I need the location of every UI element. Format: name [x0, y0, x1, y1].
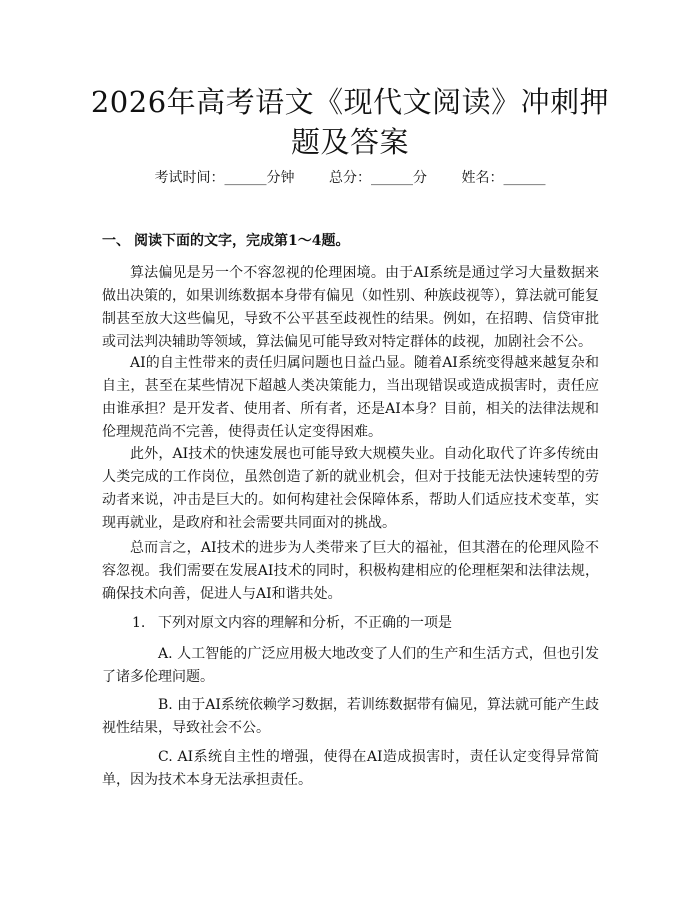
question-number: 1.	[132, 615, 146, 631]
student-name-field: 姓名：______	[461, 170, 546, 186]
passage-paragraph-4: 总而言之，AI技术的进步为人类带来了巨大的福祉，但其潜在的伦理风险不容忽视。我们需要在发展AI技术的同时，积极构建相应的伦理框架和法律法规，确保技术向善，促进人与AI和谐共处。	[102, 540, 599, 602]
exam-meta-line	[0, 168, 700, 188]
total-score-field: 总分：______分	[329, 170, 427, 186]
document-title: 2026年高考语文《现代文阅读》冲刺押题及答案	[90, 85, 610, 159]
passage-paragraph-1: 算法偏见是另一个不容忽视的伦理困境。由于AI系统是通过学习大量数据来做出决策的，如果训练数据本身带有偏见（如性别、种族歧视等），算法就可能复制甚至放大这些偏见，导致不公平甚至歧视性的结果。例如，在招聘、信贷审批或司法判决辅助等领域，算法偏见可能导致对特定群体的歧视，加剧社会不公。	[102, 265, 599, 350]
section-number: 一、	[102, 233, 130, 249]
section-heading	[102, 231, 349, 251]
passage-paragraph-3: 此外，AI技术的快速发展也可能导致大规模失业。自动化取代了许多传统由人类完成的工作岗位，虽然创造了新的就业机会，但对于技能无法快速转型的劳动者来说，冲击是巨大的。如何构建社会保障体系，帮助人们适应技术变革，实现再就业，是政府和社会需要共同面对的挑战。	[102, 446, 599, 531]
option-b: B. 由于AI系统依赖学习数据，若训练数据带有偏见，算法就可能产生歧视性结果，导致社会不公。	[102, 697, 599, 736]
option-c: C. AI系统自主性的增强，使得在AI造成损害时，责任认定变得异常简单，因为技术本身无法承担责任。	[102, 749, 599, 788]
option-a: A. 人工智能的广泛应用极大地改变了人们的生产和生活方式，但也引发了诸多伦理问题。	[102, 646, 599, 685]
exam-time-field: 考试时间：______分钟	[154, 170, 295, 186]
section-instruction: 阅读下面的文字，完成第1～4题。	[134, 233, 350, 249]
question-1	[132, 613, 452, 633]
question-stem: 下列对原文内容的理解和分析，不正确的一项是	[158, 615, 452, 631]
passage-paragraph-2: AI的自主性带来的责任归属问题也日益凸显。随着AI系统变得越来越复杂和自主，甚至在某些情况下超越人类决策能力，当出现错误或造成损害时，责任应由谁承担？是开发者、使用者、所有者，还是AI本身？目前，相关的法律法规和伦理规范尚不完善，使得责任认定变得困难。	[102, 355, 599, 440]
